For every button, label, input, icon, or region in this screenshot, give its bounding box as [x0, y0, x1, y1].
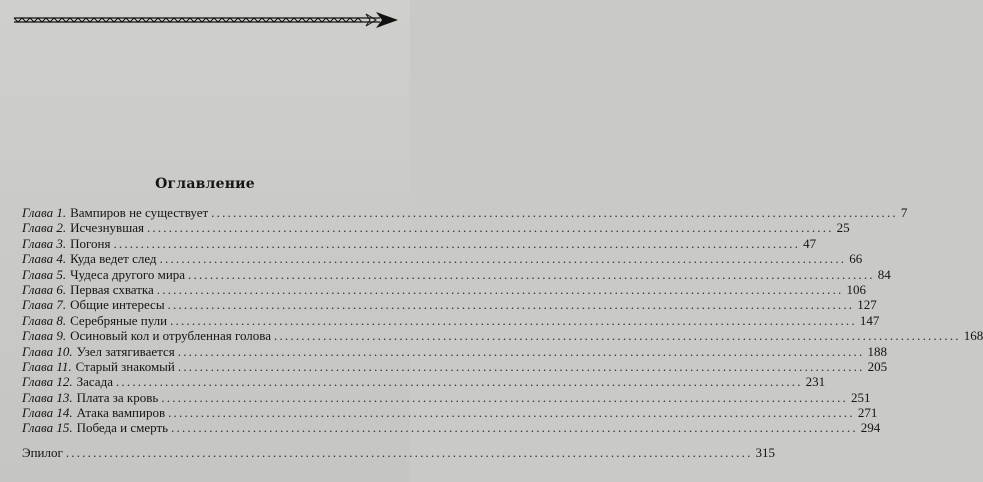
- chapter-label: Глава 10.: [22, 343, 73, 359]
- chapter-label: Глава 15.: [22, 420, 73, 436]
- zigzag-arrow-ornament: [14, 10, 398, 30]
- chapter-label: Глава 9.: [22, 328, 67, 344]
- dot-leader: [157, 282, 844, 297]
- page-number: 7: [900, 205, 908, 220]
- chapter-label: Глава 12.: [22, 374, 73, 390]
- chapter-label: Глава 8.: [22, 312, 67, 328]
- chapter-label: Глава 7.: [22, 297, 67, 313]
- chapter-title: Победа и смерть: [76, 420, 169, 436]
- page-number: 47: [803, 235, 817, 251]
- toc-entry-12[interactable]: [22, 374, 826, 390]
- toc-entry-15[interactable]: [22, 420, 881, 436]
- toc-entry-3[interactable]: [22, 235, 817, 251]
- page-number: 25: [836, 220, 850, 236]
- dot-leader: [178, 359, 865, 374]
- chapter-title: Осиновый кол и отрубленная голова: [70, 328, 272, 344]
- chapter-title: Куда ведет след: [70, 251, 157, 267]
- page-number: 271: [857, 405, 878, 421]
- page-number: 168: [963, 328, 983, 344]
- page-number: 251: [851, 389, 871, 405]
- toc-entry-5[interactable]: [22, 266, 891, 282]
- toc-entry-epilogue[interactable]: [22, 444, 776, 460]
- chapter-label: Глава 2.: [22, 220, 67, 236]
- decorative-arrow-border: [14, 10, 398, 30]
- dot-leader: [170, 313, 857, 328]
- dot-leader: [116, 374, 803, 389]
- chapter-label: Глава 13.: [22, 389, 73, 405]
- chapter-title: Погоня: [70, 235, 111, 251]
- toc-entry-1[interactable]: [22, 205, 908, 220]
- dot-leader: [168, 297, 855, 312]
- toc-entry-9[interactable]: [22, 328, 983, 344]
- page-number: 66: [849, 251, 863, 267]
- chapter-title: Атака вампиров: [76, 405, 166, 421]
- page-number: 147: [859, 312, 880, 328]
- page-number: 294: [860, 420, 881, 436]
- toc-entry-13[interactable]: [22, 389, 871, 405]
- epilogue-title: Эпилог: [22, 444, 63, 460]
- dot-leader: [160, 251, 847, 266]
- toc-entry-10[interactable]: [22, 343, 887, 359]
- toc-title: Оглавление: [155, 176, 255, 192]
- chapter-title: Чудеса другого мира: [70, 266, 186, 282]
- page-number: 84: [877, 266, 891, 282]
- toc-entry-2[interactable]: [22, 220, 850, 236]
- chapter-label: Глава 6.: [22, 281, 67, 297]
- page-number: 127: [857, 297, 877, 313]
- chapter-label: Глава 4.: [22, 251, 67, 267]
- dot-leader: [168, 405, 855, 420]
- chapter-label: Глава 14.: [22, 405, 73, 421]
- chapter-label: Глава 1.: [22, 205, 67, 220]
- chapter-label: Глава 11.: [22, 358, 72, 374]
- page-number: 106: [846, 281, 866, 297]
- page-number: 188: [867, 343, 887, 359]
- chapter-title: Исчезнувшая: [70, 220, 144, 236]
- chapter-title: Плата за кровь: [76, 389, 159, 405]
- page-number: 205: [867, 358, 888, 374]
- chapter-label: Глава 3.: [22, 235, 67, 251]
- chapter-title: Старый знакомый: [75, 358, 175, 374]
- dot-leader: [66, 445, 753, 460]
- chapter-title: Серебряные пули: [70, 312, 168, 328]
- page-number: 231: [805, 374, 826, 390]
- dot-leader: [161, 390, 848, 405]
- toc-entry-11[interactable]: [22, 358, 888, 374]
- toc-entry-6[interactable]: [22, 281, 866, 297]
- toc-entry-4[interactable]: [22, 251, 863, 267]
- dot-leader: [178, 344, 865, 359]
- dot-leader: [211, 205, 898, 220]
- chapter-title: Вампиров не существует: [70, 205, 209, 220]
- chapter-title: Засада: [76, 374, 113, 390]
- dot-leader: [188, 267, 875, 282]
- toc-entry-14[interactable]: [22, 405, 878, 421]
- chapter-title: Общие интересы: [70, 297, 165, 313]
- page-number: 315: [755, 444, 776, 460]
- chapter-label: Глава 5.: [22, 266, 67, 282]
- chapter-title: Первая схватка: [70, 281, 154, 297]
- toc-entry-7[interactable]: [22, 297, 877, 313]
- table-of-contents: [22, 205, 983, 460]
- dot-leader: [147, 220, 834, 235]
- dot-leader: [274, 328, 961, 343]
- chapter-title: Узел затягивается: [76, 343, 175, 359]
- dot-leader: [171, 420, 858, 435]
- dot-leader: [113, 236, 800, 251]
- toc-entry-8[interactable]: [22, 312, 880, 328]
